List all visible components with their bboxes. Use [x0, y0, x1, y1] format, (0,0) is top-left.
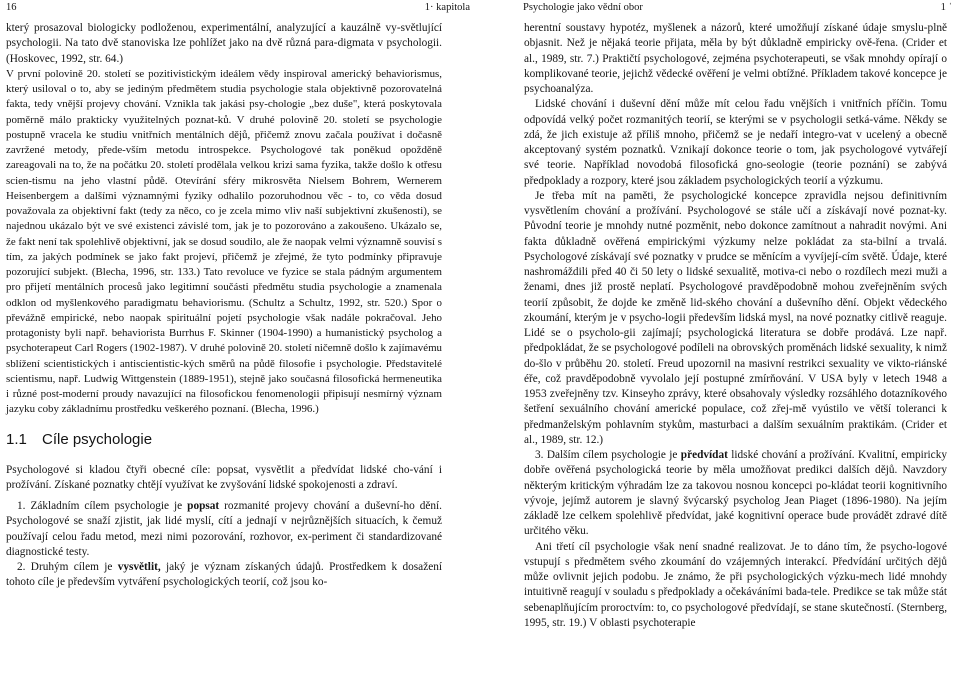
left-page-header: [0, 1, 478, 15]
right-page-body: [524, 21, 947, 631]
section-number: 1.1: [6, 430, 27, 448]
left-page: [0, 0, 478, 685]
paragraph: Je třeba mít na paměti, že psychologické koncepce zpravidla nejsou definitivním vysvětlením chování a prožívání. Psychologové se stále učí a získávají nové poznat-ky. Původní teorie je mnohdy nutné pozměnit, nebo dokonce zamítnout a nahradit novými. Ani fakta důkladně ověřená empirickými výzkumy nelze pokládat za sta-bilní a trvalá. Psychologové získávají své poznatky v prudce se měnícím a vyvíjejí-cím světě. Údaje, které nashromáždili před 40 či 50 lety o lidské sexualitě, motiva-ci nebo o rozdílech mezi muži a ženami, dnes již prostě neplatí. Psychologové pravděpodobně mohou zveřejněním svých teorií způsobit, že dojde ke změně lid-ského chování a duševního dění. Objekt vědeckého zkoumání, kterým je v psycho-logii především lidská mysl, na nové poznatky citlivě reaguje. Lidé se o psycholo-gii zajímají; psychologická literatura se dobře prodává. Lze např. předpokládat, že se psychologové podíleli na obrovských proměnách lidské sexuality, k nimž do-šlo v průběhu 20. století. Freud upozornil na masivní restrikci sexuality ve vikto-riánské éře, což pravděpodobně vyvolalo její postupné zmírňování. V USA byly v letech 1948 a 1953 zveřejněny tzv. Kinseyho zprávy, které obsahovaly výsledky rozsáhlého dotazníkového šetření sexuálního chování americké populace, což zřej-mě vyústilo ve větší toleranci k předmanželským pohlavním stykům, masturbaci a dalším sexuálním praktikám. (Crider et al., 1989, str. 12.): [524, 189, 947, 446]
list-item: 2. Druhým cílem je vysvětlit, jaký je význam získaných údajů. Prostředkem k dosažení tohoto cíle je především vytváření psychologických teorií, což jsou ko-: [6, 561, 443, 589]
page-number: 16: [6, 2, 17, 13]
right-page-header: [482, 1, 960, 15]
chapter-label: 1· kapitola: [424, 2, 470, 13]
section-title: Cíle psychologie: [42, 430, 153, 448]
list-item: 3. Dalším cílem psychologie je předvídat lidské chování a prožívání. Kvalitní, empiricky dobře ověřená psychologická teorie by měla umožňovat predikci dalších dějů. Navzdory některým kritickým výhradám lze za takovou nosnou koncepci po-kládat teorii kognitivního vývoje, jejímž autorem je slavný švýcarský psycholog Jean Piaget (1896-1980). Na jejím základě lze celkem spolehlivě předvídat, jaké kognitivní operace bude provádět zdravé dítě určitého věku.: [524, 449, 947, 538]
list-item: 1. Základním cílem psychologie je popsat rozmanité projevy chování a duševní-ho dění. Psychologové se snaží zjistit, jak lidé myslí, cítí a jednají v nejrůznějších situacích, k čemuž používají celou řadu metod, mezi nimi pozorování, rozhovor, ex-periment či standardizované diagnostické testy.: [6, 500, 442, 558]
paragraph: herentní soustavy hypotéz, myšlenek a názorů, které umožňují získané údaje smyslu-plně objasnit. Než je nějaká teorie přijata, měla by být důkladně empiricky ově-řena. (Crider et al., 1989, str. 7.) Praktičtí psychologové, zejména psychoterapeuti, se však mnohdy opírají o komplikované teorie, jejichž vědecké ověření je velmi obtížné. Příkladem takové koncepce je psychoanalýza.: [524, 22, 947, 95]
page-number: 1 ˈ: [940, 2, 952, 13]
paragraph: V první polovině 20. století se pozitivistickým ideálem vědy inspiroval americký behaviorismus, který usiloval o to, aby se jediným předmětem studia psychologie stala objektivně pozorovatelná fakta, tedy vnější projevy chování. Vznikla tak jakási psy-chologie „bez duše", která poskytovala poměrně málo prakticky využitelných poznat-ků. V druhé polovině 20. století se psychologie postupně vracela ke studiu vnitřních mentálních dějů, přičemž znovu začala používat i dočasně zavržené metody, přede-vším metodu introspekce. Psychologové tak poněkud opožděně zareagovali na to, že na počátku 20. století prodělala velkou krizi sama fyzika, takže došlo k otřesu scien-tismu na jeho vlastní půdě. Otevírání sféry mikrosvěta Nielsem Bohrem, Wernerem Heisenbergem a dalšími významnými fyziky odhalilo pozoruhodnou věc - to, co věda dosud považovala za objektivní fakt (tedy za něco, co je zcela mimo vliv naší subjektivní zkušenosti), se najednou ukázalo být ve své existenci závislé tom, jak je to pozorováno a zakoušeno. Ukázalo se, že fakt není tak spolehlivě objektivní, jak se dosud soudilo, ale že naopak velmi významně souvisí s tím, za jakých podmínek se jako fakt projeví, přičemž je zřejmé, že tyto podmínky připravuje pozorující subjekt. (Blecha, 1996, str. 133.) Tato revoluce ve fyzice se stala pádným argumentem pro přijetí mentálních procesů jako legitimní součásti předmětu studia psychologie a znamenala odklon od myšlenkového paradigmatu behaviorismu. (Schultz a Schultz, 1992, str. 520.) Spor o převážně empirické, nebo naopak spirituální pojetí psychologie však nadále pokračoval. Jeho protagonisty byli např. behaviorista Burrhus F. Skinner (1904-1990) a humanistický psycholog a psychoterapeut Carl Rogers (1902-1987). V druhé polovině 20. století ničemně došlo k zajímavému sblížení scientistických i antiscientistic-kých směrů na půdě filosofie i psychologie. Představitelé scientismu, např. Ludwig Wittgenstein (1889-1951), stejně jako současná filosofická hermeneutika i různé post-moderní proudy navazující na filosofickou fenomenologii připisují nesmírný význam jazyku coby základnímu prostředku veškerého poznaní. (Blecha, 1996.): [6, 67, 442, 416]
section-heading: [6, 431, 442, 449]
paragraph: Ani třetí cíl psychologie však není snadné realizovat. Je to dáno tím, že psycho-logové vstupují s předmětem svého zkoumání do vzájemných interakcí. Předvídání určitých dějů může ovlivnit jejich podobu. Je známo, že při psychologických výzku-mech lidé mnohdy intuitivně reagují v souladu s předpoklady a očekáváními bada-tele. Predikce se tak může stát sebenaplňujícím proroctvím: to, co psychologové předvídají, se stane skutečností. (Sternberg, 1995, str. 19.) V oblasti psychoterapie: [524, 540, 948, 629]
paragraph: který prosazoval biologicky podloženou, experimentální, analyzující a kauzálně vy-světlující psychologii. Na tato dvě stanoviska lze pohlížet jako na dvě různá para-digmata v psychologii. (Hoskovec, 1992, str. 64.): [6, 22, 442, 65]
running-title: Psychologie jako vědní obor: [523, 2, 643, 13]
right-page: [482, 0, 960, 685]
paragraph: Lidské chování i duševní dění může mít celou řadu vnějších i vnitřních příčin. Tomu odpovídá velký počet rozmanitých teorií, se kterými se v psychologii setká-váme. Někdy se zdá, že jich existuje až příliš mnoho, přičemž se je nedaří integro-vat v ucelený a obecně akceptovaný systém poznatků. Vznikají dokonce teorie o tom, jak psychologové vytvářejí své teorie. Například novodobá filosofická gno-seologie (teorie poznání) se zabývá předpoklady a rozpory, které jsou základem psychologických teorií a výzkumu.: [524, 98, 947, 187]
left-page-body: [6, 21, 442, 591]
paragraph: Psychologové si kladou čtyři obecné cíle: popsat, vysvětlit a předvídat lidské cho-vání i prožívání. Získané poznatky chtějí využívat ke zvyšování lidské spokojenosti a zdraví.: [6, 463, 442, 491]
